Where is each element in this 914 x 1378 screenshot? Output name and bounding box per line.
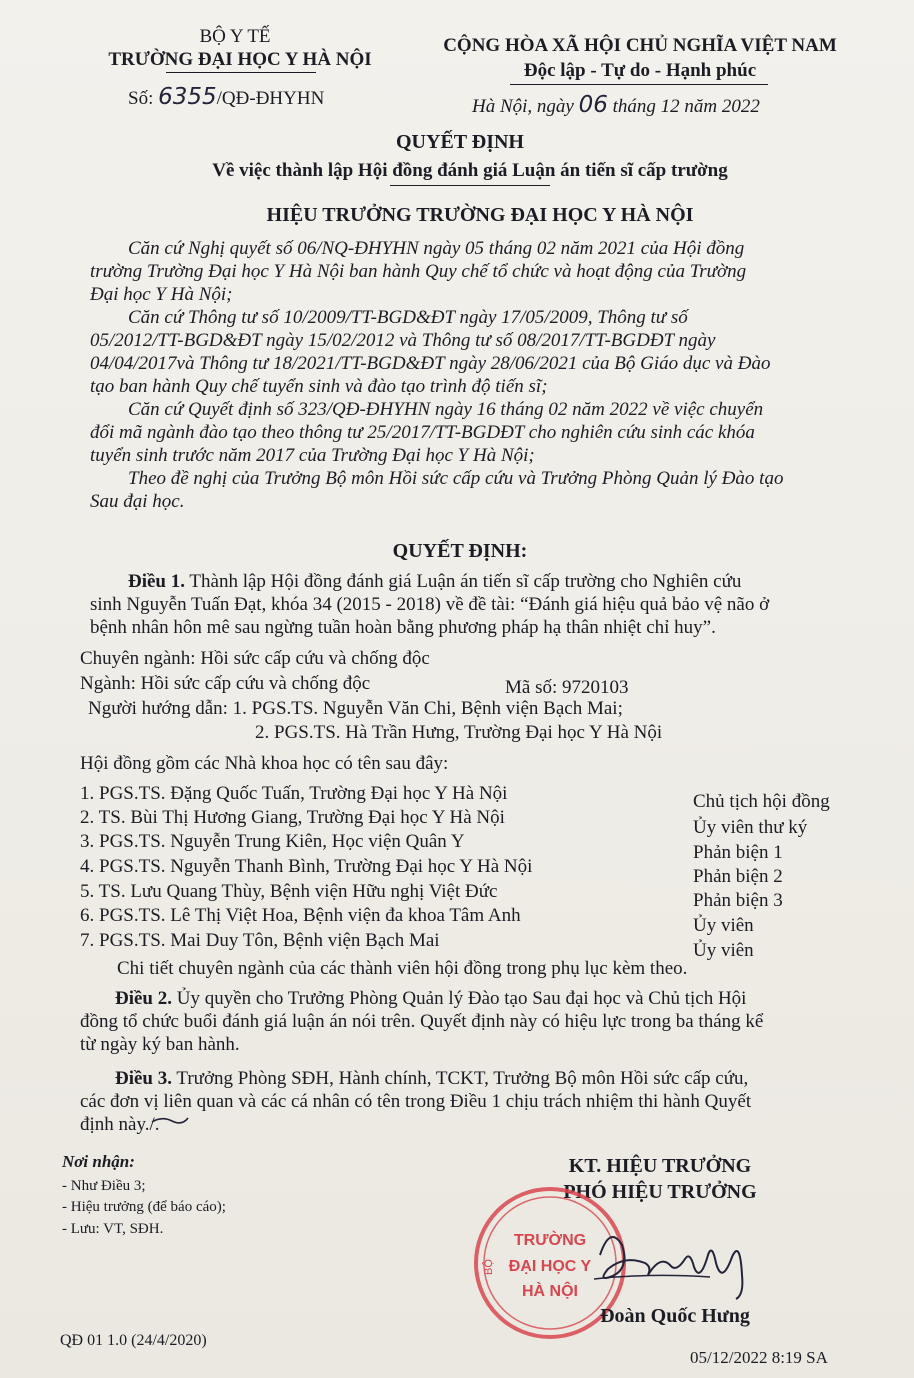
seal-side-text: BỘ [483, 1259, 495, 1275]
preamble-line: trường Trường Đại học Y Hà Nội ban hành Quy chế tổ chức và hoạt động của Trường [90, 261, 747, 282]
motto: Độc lập - Tự do - Hạnh phúc [523, 60, 757, 81]
end-mark-scribble [150, 1112, 190, 1128]
handwritten-signature [590, 1215, 770, 1305]
member-name: 1. PGS.TS. Đặng Quốc Tuấn, Trường Đại học Y Hà Nội [80, 783, 508, 804]
member-name: 6. PGS.TS. Lê Thị Việt Hoa, Bệnh viện đa khoa Tâm Anh [80, 905, 521, 926]
member-role: Chủ tịch hội đồng [693, 791, 830, 812]
country-name: CỘNG HÒA XÃ HỘI CHỦ NGHĨA VIỆT NAM [443, 35, 837, 56]
preamble-line: tuyển sinh trước năm 2017 của Trường Đại học Y Hà Nội; [90, 445, 535, 466]
member-name: 2. TS. Bùi Thị Hương Giang, Trường Đại học Y Hà Nội [80, 807, 505, 828]
specialty: Chuyên ngành: Hồi sức cấp cứu và chống độc [80, 648, 430, 669]
article-1-label: Điều 1. [128, 571, 185, 592]
article-2-line: từ ngày ký ban hành. [80, 1034, 240, 1055]
member-name: 5. TS. Lưu Quang Thùy, Bệnh viện Hữu nghị Việt Đức [80, 881, 498, 902]
member-role: Ủy viên thư ký [693, 817, 808, 838]
member-role: Phản biện 3 [693, 890, 783, 911]
advisor-row-1 [88, 698, 623, 720]
preamble-line: Căn cứ Thông tư số 10/2009/TT-BGD&ĐT ngày 17/05/2009, Thông tư số [128, 307, 688, 328]
document-title: QUYẾT ĐỊNH [396, 131, 524, 153]
recipient-item: - Hiệu trưởng (để báo cáo); [62, 1199, 226, 1215]
preamble-line: Đại học Y Hà Nội; [90, 284, 233, 305]
field-code: Mã số: 9720103 [505, 677, 629, 698]
document-subject: Về việc thành lập Hội đồng đánh giá Luận án tiến sĩ cấp trường [212, 160, 728, 181]
preamble-line: đổi mã ngành đào tạo theo thông tư 25/2017/TT-BGDĐT cho nghiên cứu sinh các khóa [90, 422, 755, 443]
date-day-handwritten: 06 [578, 92, 608, 118]
preamble-line: Sau đại học. [90, 491, 185, 512]
advisor-label: Người hướng dẫn: [88, 698, 228, 719]
preamble-clause [90, 237, 865, 306]
article-3 [80, 1067, 860, 1136]
article-2-text: Ủy quyền cho Trưởng Phòng Quản lý Đào tạo Sau đại học và Chủ tịch Hội [176, 988, 747, 1009]
member-role: Phản biện 1 [693, 842, 783, 863]
motto-rule [510, 84, 768, 85]
preamble-line: Căn cứ Nghị quyết số 06/NQ-ĐHYHN ngày 05 tháng 02 năm 2021 của Hội đồng [128, 238, 745, 259]
decision-heading: QUYẾT ĐỊNH: [392, 540, 528, 562]
advisor-1: 1. PGS.TS. Nguyễn Văn Chi, Bệnh viện Bạch Mai; [232, 698, 623, 719]
seal-line-3: HÀ NỘI [522, 1283, 578, 1300]
article-3-line: các đơn vị liên quan và các cá nhân có tên trong Điều 1 chịu trách nhiệm thi hành Quyết [80, 1091, 752, 1112]
council-intro: Hội đồng gồm các Nhà khoa học có tên sau đây: [80, 753, 449, 774]
preamble-line: tạo ban hành Quy chế tuyển sinh và đào tạo trình độ tiến sĩ; [90, 376, 548, 397]
article-1-text: Thành lập Hội đồng đánh giá Luận án tiến sĩ cấp trường cho Nghiên cứu [189, 571, 742, 592]
article-3-label: Điều 3. [115, 1068, 172, 1089]
number-suffix: /QĐ-ĐHYHN [216, 88, 325, 109]
article-3-line: định này./. [80, 1114, 160, 1135]
number-label: Số: [128, 88, 154, 109]
print-timestamp: 05/12/2022 8:19 SA [690, 1348, 828, 1367]
subject-rule [390, 185, 550, 186]
recipients-heading: Nơi nhận: [62, 1152, 135, 1171]
preamble-clause [90, 306, 865, 398]
recipient-item: - Như Điều 3; [62, 1178, 146, 1194]
preamble-line: Theo đề nghị của Trưởng Bộ môn Hồi sức cấp cứu và Trưởng Phòng Quản lý Đào tạo [128, 468, 784, 489]
preamble-clause [90, 398, 865, 467]
preamble-clause [90, 467, 865, 513]
member-name: 7. PGS.TS. Mai Duy Tôn, Bệnh viện Bạch Mai [80, 930, 440, 951]
issue-date [472, 92, 760, 118]
advisor-2: 2. PGS.TS. Hà Trần Hưng, Trường Đại học Y Hà Nội [255, 722, 663, 743]
school-name: TRƯỜNG ĐẠI HỌC Y HÀ NỘI [108, 49, 372, 70]
number-handwritten: 6355 [158, 84, 217, 110]
date-prefix: Hà Nội, ngày [472, 96, 574, 117]
ministry-name: BỘ Y TẾ [199, 26, 271, 47]
article-1-line: sinh Nguyễn Tuấn Đạt, khóa 34 (2015 - 2018) về đề tài: “Đánh giá hiệu quả bảo vệ não ở [90, 594, 770, 615]
article-1 [90, 570, 865, 639]
seal-line-2: ĐẠI HỌC Y [508, 1258, 592, 1275]
article-3-line [80, 1067, 860, 1090]
authority-title: HIỆU TRƯỞNG TRƯỜNG ĐẠI HỌC Y HÀ NỘI [266, 204, 694, 226]
signature-line-2: PHÓ HIỆU TRƯỞNG [563, 1181, 757, 1203]
preamble-line: 04/04/2017và Thông tư 18/2021/TT-BGD&ĐT ngày 28/06/2021 của Bộ Giáo dục và Đào [90, 353, 771, 374]
article-2-label: Điều 2. [115, 988, 172, 1009]
preamble-line: Căn cứ Quyết định số 323/QĐ-ĐHYHN ngày 16 tháng 02 năm 2022 về việc chuyển [128, 399, 764, 420]
form-code: QĐ 01 1.0 (24/4/2020) [60, 1332, 207, 1349]
decision-number [128, 84, 324, 110]
article-1-line [90, 570, 865, 593]
seal-line-1: TRƯỜNG [513, 1232, 587, 1249]
article-3-text: Trưởng Phòng SĐH, Hành chính, TCKT, Trưởng Bộ môn Hồi sức cấp cứu, [176, 1068, 749, 1089]
field: Ngành: Hồi sức cấp cứu và chống độc [80, 673, 371, 694]
recipient-item: - Lưu: VT, SĐH. [62, 1221, 164, 1237]
member-role: Phản biện 2 [693, 866, 783, 887]
signature-line-1: KT. HIỆU TRƯỞNG [568, 1155, 752, 1177]
member-role: Ủy viên [693, 940, 754, 961]
preamble [90, 237, 865, 513]
member-name: 3. PGS.TS. Nguyễn Trung Kiên, Học viện Quân Y [80, 831, 465, 852]
appendix-note: Chi tiết chuyên ngành của các thành viên hội đồng trong phụ lục kèm theo. [117, 958, 688, 979]
member-name: 4. PGS.TS. Nguyễn Thanh Bình, Trường Đại học Y Hà Nội [80, 856, 533, 877]
date-suffix: tháng 12 năm 2022 [612, 96, 760, 117]
header-left-rule [166, 72, 316, 73]
article-2 [80, 987, 860, 1056]
signer-name: Đoàn Quốc Hưng [600, 1305, 750, 1327]
article-1-line: bệnh nhân hôn mê sau ngừng tuần hoàn bằng phương pháp hạ thân nhiệt chỉ huy”. [90, 617, 716, 638]
preamble-line: 05/2012/TT-BGD&ĐT ngày 15/02/2012 và Thông tư số 08/2017/TT-BGDĐT ngày [90, 330, 716, 351]
member-role: Ủy viên [693, 915, 754, 936]
article-2-line [80, 987, 860, 1010]
article-2-line: đồng tổ chức buổi đánh giá luận án nói trên. Quyết định này có hiệu lực trong ba tháng kể [80, 1011, 764, 1032]
